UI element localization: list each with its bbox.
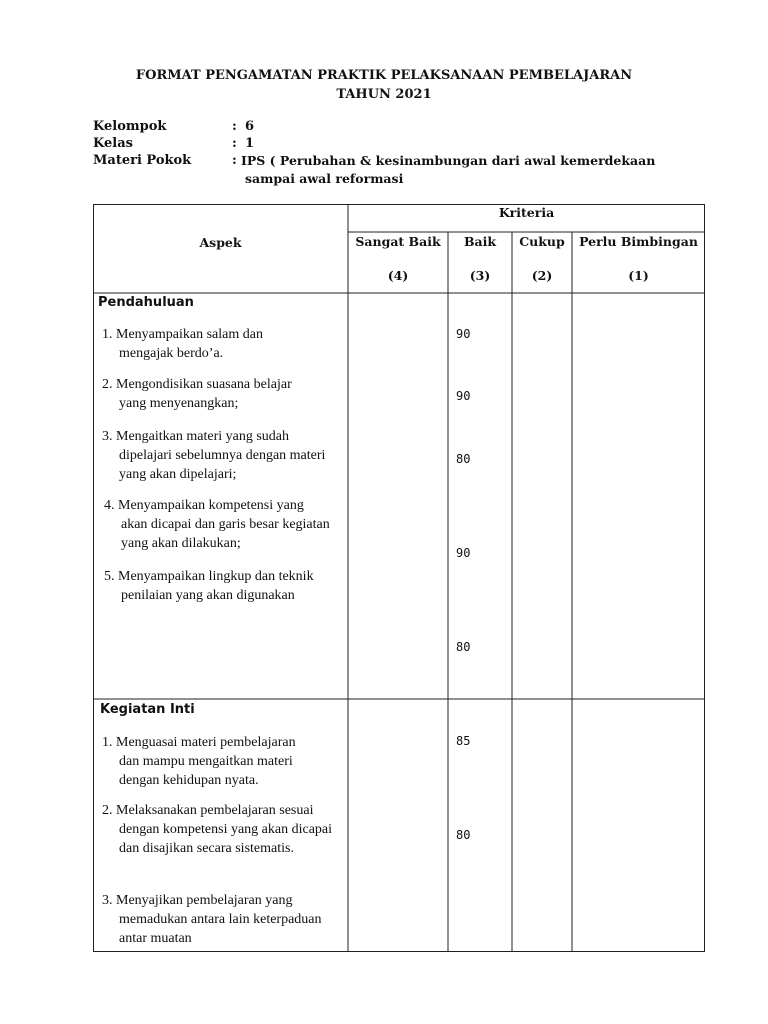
score-value: 90 <box>456 546 471 560</box>
list-item <box>102 801 346 858</box>
document-title-line2: TAHUN 2021 <box>336 87 432 102</box>
score-value: 90 <box>456 389 471 403</box>
score-value: 85 <box>456 734 471 748</box>
criteria-header: Kriteria <box>498 205 555 220</box>
meta-sep-kelas: : <box>232 136 237 151</box>
list-item-text-cont: dan mampu mengaitkan materi dengan kehidupan nyata. <box>119 754 293 788</box>
meta-value-materi: IPS ( Perubahan & kesinambungan dari awal kemerdekaan <box>241 153 656 168</box>
column-header-cukup: Cukup <box>519 234 565 249</box>
section-title-kegiatan-inti: Kegiatan Inti <box>100 702 195 717</box>
list-item-text: 3. Mengaitkan materi yang sudah <box>102 429 290 444</box>
list-item-text-cont: dengan kompetensi yang akan dicapai dan disajikan secara sistematis. <box>119 822 333 856</box>
section-title-pendahuluan: Pendahuluan <box>98 295 194 310</box>
meta-value-kelas: 1 <box>245 136 255 151</box>
list-item <box>102 325 342 363</box>
column-header-baik: Baik <box>463 234 497 249</box>
meta-value-materi-cont: sampai awal reformasi <box>245 171 404 186</box>
list-item-text: 2. Melaksanakan pembelajaran sesuai <box>102 803 314 818</box>
list-item-text: 5. Menyampaikan lingkup dan teknik <box>104 569 314 584</box>
observation-table <box>93 204 705 952</box>
meta-value-kelompok: 6 <box>245 119 255 134</box>
meta-label-kelompok: Kelompok <box>93 119 167 134</box>
score-value: 80 <box>456 828 471 842</box>
list-item-text: 1. Menyampaikan salam dan <box>102 327 263 342</box>
list-item-text: 4. Menyampaikan kompetensi yang <box>104 498 304 513</box>
list-item-text: 1. Menguasai materi pembelajaran <box>102 735 296 750</box>
column-score-perlu-bimbingan: (1) <box>628 268 649 283</box>
meta-label-kelas: Kelas <box>93 136 133 151</box>
column-header-sangat-baik: Sangat Baik <box>355 234 441 249</box>
list-item <box>104 496 340 553</box>
list-item <box>104 567 348 605</box>
document-title-line1: FORMAT PENGAMATAN PRAKTIK PELAKSANAAN PEMBELAJARAN <box>135 68 633 83</box>
list-item <box>102 375 342 413</box>
score-value: 90 <box>456 327 471 341</box>
list-item-text-cont: memadukan antara lain keterpaduan antar muatan <box>119 912 322 946</box>
list-item-text-cont: mengajak berdo’a. <box>119 346 224 361</box>
score-value: 80 <box>456 640 471 654</box>
list-item-text-cont: akan dicapai dan garis besar kegiatan yang akan dilakukan; <box>121 517 330 551</box>
list-item <box>102 733 332 790</box>
list-item-text: 2. Mengondisikan suasana belajar <box>102 377 292 392</box>
list-item <box>102 427 330 484</box>
list-item-text: 3. Menyajikan pembelajaran yang <box>102 893 293 908</box>
aspect-header: Aspek <box>199 235 242 250</box>
meta-label-materi: Materi Pokok <box>93 153 192 168</box>
score-value: 80 <box>456 452 471 466</box>
list-item <box>102 891 332 948</box>
column-header-perlu-bimbingan: Perlu Bimbingan <box>579 234 698 249</box>
meta-sep-materi: : <box>232 153 237 168</box>
column-score-sangat-baik: (4) <box>387 268 409 283</box>
column-score-cukup: (2) <box>531 268 553 283</box>
column-score-baik: (3) <box>469 268 491 283</box>
meta-sep-kelompok: : <box>232 119 237 134</box>
list-item-text-cont: dipelajari sebelumnya dengan materi yang akan dipelajari; <box>119 448 326 482</box>
list-item-text-cont: yang menyenangkan; <box>119 396 239 411</box>
list-item-text-cont: penilaian yang akan digunakan <box>121 588 295 603</box>
